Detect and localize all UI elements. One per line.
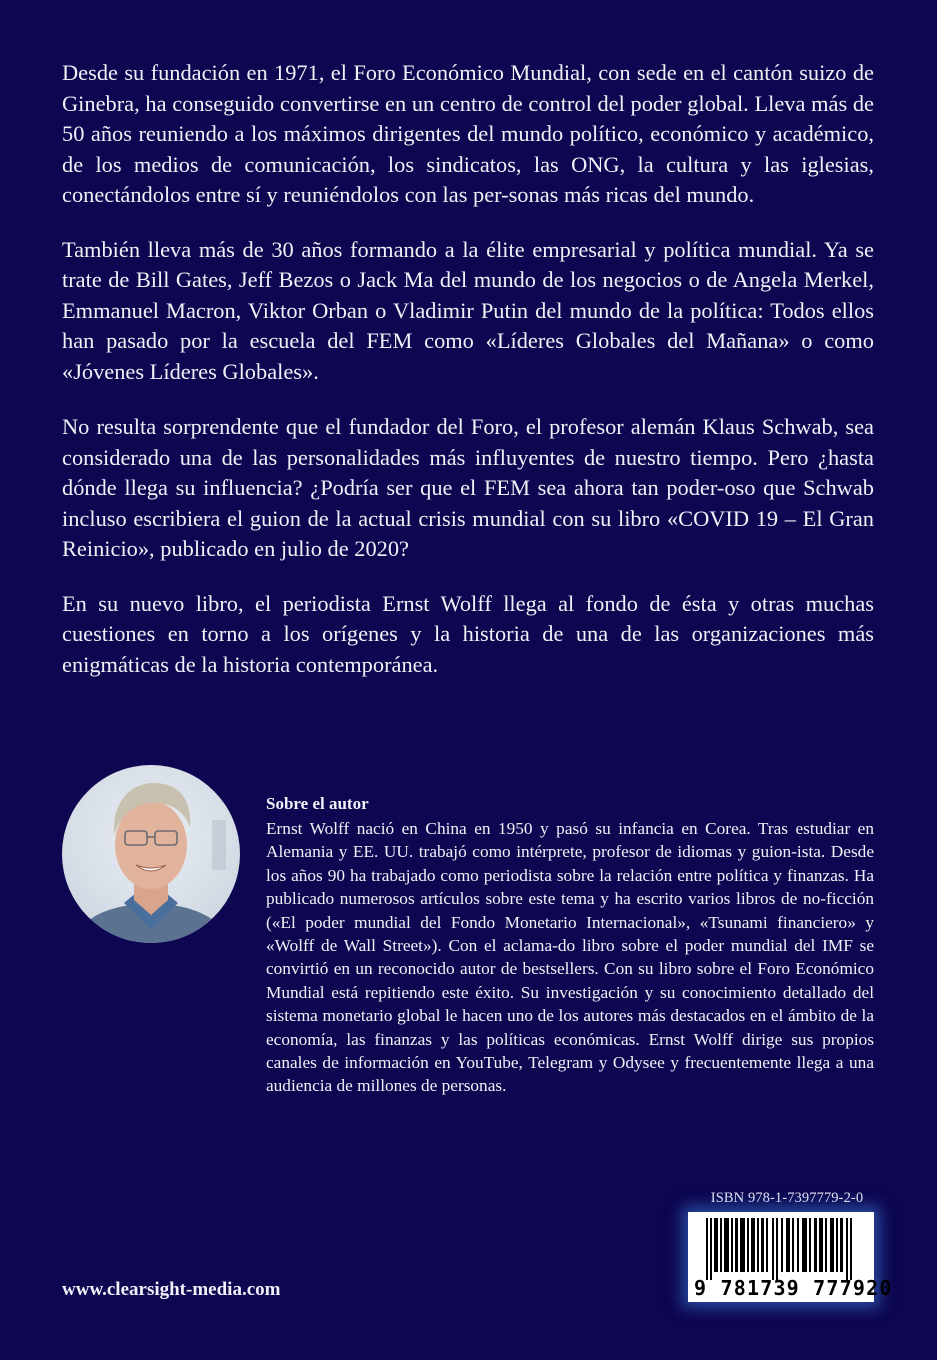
isbn-label: ISBN 978-1-7397779-2-0: [710, 1190, 864, 1206]
description-paragraph: Desde su fundación en 1971, el Foro Económico Mundial, con sede en el cantón suizo de Ginebra, ha conseguido convertirse en un centro de control del poder global. Lleva más de 50 años reuniendo a los máximos dirigentes del mundo político, económico y académico, de los medios de comunicación, los sindicatos, las ONG, la cultura y las iglesias, conectándolos entre sí y reuniéndolos con las per-sonas más ricas del mundo.: [62, 60, 874, 207]
description-paragraph: No resulta sorprendente que el fundador del Foro, el profesor alemán Klaus Schwab, sea considerado una de las personalidades más influyentes de nuestro tiempo. Pero ¿hasta dónde llega su influencia? ¿Podría ser que el FEM sea ahora tan poder-oso que Schwab incluso escribiera el guion de la actual crisis mundial con su libro «COVID 19 – El Gran Reinicio», publicado en julio de 2020?: [62, 414, 874, 561]
author-heading: Sobre el autor: [266, 794, 369, 813]
barcode: [688, 1212, 893, 1302]
author-portrait-icon: [62, 765, 240, 943]
description-paragraph: También lleva más de 30 años formando a la élite empresarial y política mundial. Ya se trate de Bill Gates, Jeff Bezos o Jack Ma del mundo de los negocios o de Angela Merkel, Emmanuel Macron, Viktor Orban o Vladimir Putin del mundo de la política: Todos ellos han pasado por la escuela del FEM como «Líderes Globales del Mañana» o como «Jóvenes Líderes Globales».: [62, 236, 874, 384]
author-text: [266, 793, 874, 1098]
barcode-digits: 9 781739 777920: [694, 1276, 893, 1300]
barcode-icon: [706, 1218, 856, 1280]
author-photo: [62, 765, 240, 943]
description-paragraph: En su nuevo libro, el periodista Ernst Wolff llega al fondo de ésta y otras muchas cuestiones en torno a los orígenes y la historia de una de las organizaciones más enigmáticas de la historia contemporánea.: [62, 590, 874, 677]
isbn-block: [678, 1190, 896, 1302]
book-description: [62, 58, 874, 704]
author-bio: Ernst Wolff nació en China en 1950 y pasó su infancia en Corea. Tras estudiar en Alemania y EE. UU. trabajó como intérprete, profesor de idiomas y guion-ista. Desde los años 90 ha trabajado como periodista sobre la relación entre política y finanzas. Ha publicado numerosos artículos sobre este tema y ha escrito varios libros de no-ficción («El poder mundial del Fondo Monetario Internacional», «Tsunami financiero» y «Wolff de Wall Street»). Con el aclama-do libro sobre el poder mundial del IMF se convirtió en un reconocido autor de bestsellers. Con su libro sobre el Foro Económico Mundial está repitiendo este éxito. Su investigación y su conocimiento detallado del sistema monetario global le hacen uno de los autores más destacados en el ámbito de la economía, las finanzas y las políticas económicas. Ernst Wolff dirige sus propios canales de información en YouTube, Telegram y Odysee y frecuentemente llega a una audiencia de millones de personas.: [266, 819, 874, 1096]
publisher-website-link[interactable]: www.clearsight-media.com: [62, 1279, 281, 1300]
